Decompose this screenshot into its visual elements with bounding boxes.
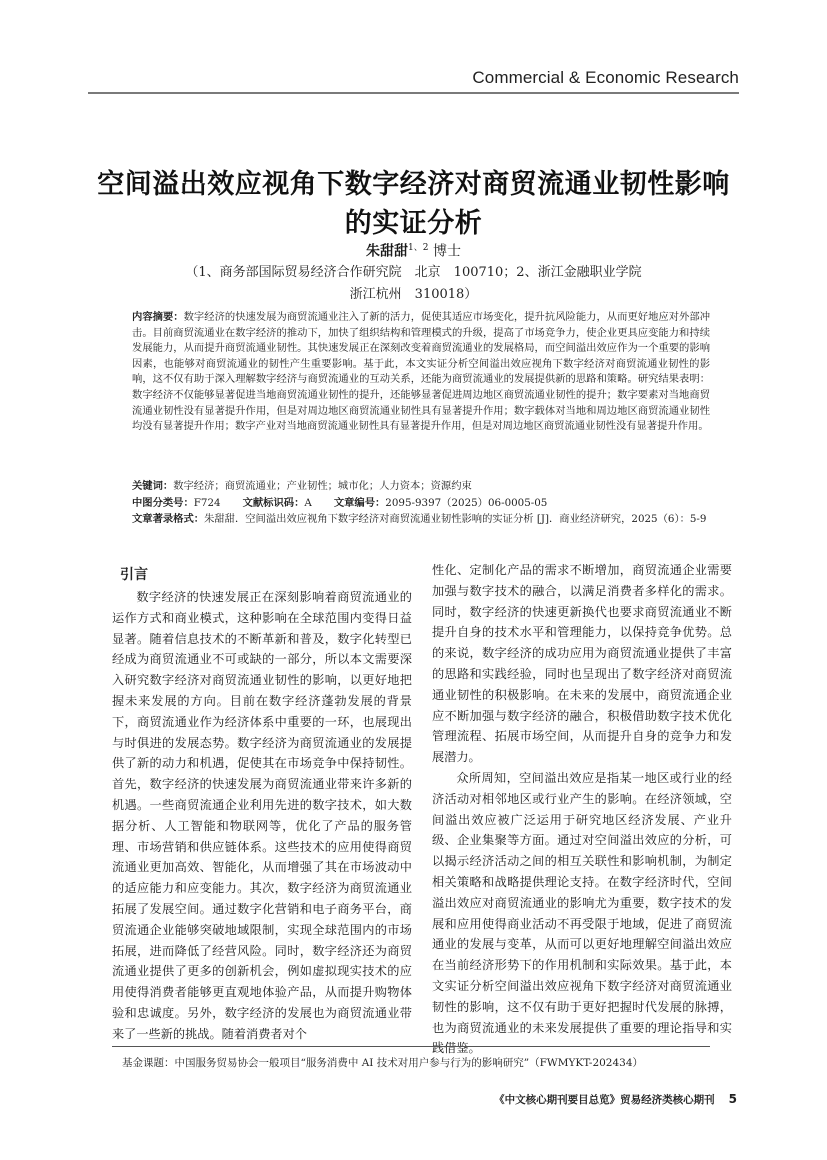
keywords-label: 关键词： xyxy=(132,480,174,492)
citation-text: 朱甜甜．空间溢出效应视角下数字经济对商贸流通业韧性影响的实证分析 [J]．商业经济研究，2025（6）：5-9 xyxy=(204,513,707,525)
keywords-row xyxy=(132,478,710,495)
abstract-text: 数字经济的快速发展为商贸流通业注入了新的活力，促使其适应市场变化，提升抗风险能力，从而更好地应对外部冲击。目前商贸流通业在数字经济的推动下，加快了组织结构和管理模式的升级，提高了市场竞争力，使企业更具应变能力和持续发展能力，从而提升商贸流通业韧性。其快速发展正在深刻改变着商贸流通业的发展格局，而空间溢出效应作为一个重要的影响因素，也能够对商贸流通业的韧性产生重要影响。基于此，本文实证分析空间溢出效应视角下数字经济对商贸流通业韧性的影响，这不仅有助于深入理解数字经济与商贸流通业的互动关系，还能为商贸流通业的发展提供新的思路和策略。研究结果表明：数字经济不仅能够显著促进当地商贸流通业韧性的提升，还能够显著促进周边地区商贸流通业韧性的提升；数字要素对当地商贸流通业韧性没有显著提升作用，但是对周边地区商贸流通业韧性具有显著提升作用；数字载体对当地和周边地区商贸流通业韧性均没有显著提升作用；数字产业对当地商贸流通业韧性具有显著提升作用，但是对周边地区商贸流通业韧性没有显著提升作用。 xyxy=(132,311,710,433)
author-name: 朱甜甜 xyxy=(366,243,409,260)
abstract xyxy=(132,310,710,435)
affiliation-line: 浙江杭州 310018） xyxy=(349,287,478,302)
citation-row xyxy=(132,511,710,528)
clc-value: F724 xyxy=(193,496,221,509)
journal-name: Commercial & Economic Research xyxy=(472,68,739,87)
keywords-text: 数字经济；商贸流通业；产业韧性；城市化；人力资本；资源约束 xyxy=(173,480,472,492)
clc-label: 中图分类号： xyxy=(132,496,194,509)
page-number: 5 xyxy=(728,1092,737,1106)
article-no-value: 2095-9397（2025）06-0005-05 xyxy=(385,496,548,509)
page-footer xyxy=(494,1092,737,1107)
article-meta xyxy=(132,478,710,528)
doc-code-label: 文献标识码： xyxy=(242,496,305,509)
body-column-right xyxy=(432,560,732,1059)
header-rule xyxy=(88,92,739,94)
classification-row xyxy=(132,495,710,512)
author-affiliation-marker: 1、2 xyxy=(408,243,429,253)
author-degree: 博士 xyxy=(432,243,461,260)
doc-code-value: A xyxy=(304,496,312,509)
funding-note: 基金课题：中国服务贸易协会一般项目“服务消费中 AI 技术对用户参与行为的影响研究”（FWMYKT-202434） xyxy=(122,1057,644,1069)
body-paragraph: 数字经济的快速发展正在深刻影响着商贸流通业的运作方式和商业模式，这种影响在全球范围内变得日益显著。随着信息技术的不断革新和普及，数字化转型已经成为商贸流通业不可或缺的一部分，所以本文需要深入研究数字经济对商贸流通业韧性的影响，以更好地把握未来发展的方向。目前在数字经济蓬勃发展的背景下，商贸流通业作为经济体系中重要的一环，也展现出与时俱进的发展态势。数字经济为商贸流通业的发展提供了新的动力和机遇，促使其在市场竞争中保持韧性。首先，数字经济的快速发展为商贸流通业带来许多新的机遇。一些商贸流通企业利用先进的数字技术，如大数据分析、人工智能和物联网等，优化了产品的服务管理、市场营销和供应链体系。这些技术的应用使得商贸流通业更加高效、智能化，从而增强了其在市场波动中的适应能力和应变能力。其次，数字经济为商贸流通业拓展了发展空间。通过数字化营销和电子商务平台，商贸流通企业能够突破地域限制，实现全球范围内的市场拓展，进而降低了经营风险。同时，数字经济还为商贸流通业提供了更多的创新机会，例如虚拟现实技术的应用使得消费者能够更直观地体验产品，从而提升购物体验和忠诚度。另外，数字经济的发展也为商贸流通业带来了一些新的挑战。随着消费者对个 xyxy=(112,590,412,1041)
article-no-label: 文章编号： xyxy=(333,496,386,509)
body-paragraph: 众所周知，空间溢出效应是指某一地区或行业的经济活动对相邻地区或行业产生的影响。在经济领域，空间溢出效应被广泛运用于研究地区经济发展、产业升级、企业集聚等方面。通过对空间溢出效应的分析，可以揭示经济活动之间的相互关联性和影响机制，为制定相关策略和战略提供理论支持。在数字经济时代，空间溢出效应对商贸流通业的影响尤为重要，数字技术的发展和应用使得商业活动不再受限于地域，促进了商贸流通业的发展与变革，从而可以更好地理解空间溢出效应在当前经济形势下的作用机制和实际效果。基于此，本文实证分析空间溢出效应视角下数字经济对商贸流通业韧性的影响，这不仅有助于更好把握时代发展的脉搏，也为商贸流通业的未来发展提供了重要的理论指导和实践借鉴。 xyxy=(432,770,732,1056)
body-paragraph-continued: 性化、定制化产品的需求不断增加，商贸流通企业需要加强与数字技术的融合，以满足消费者多样化的需求。同时，数字经济的快速更新换代也要求商贸流通业不断提升自身的技术水平和管理能力，以保持竞争优势。总的来说，数字经济的成功应用为商贸流通业提供了丰富的思路和实践经验，同时也呈现出了数字经济对商贸流通业韧性的积极影响。在未来的发展中，商贸流通企业应不断加强与数字经济的融合，积极借助数字技术优化管理流程、拓展市场空间，从而提升自身的竞争力和发展潜力。 xyxy=(432,563,732,765)
core-journal-note: 《中文核心期刊要目总览》贸易经济类核心期刊 xyxy=(494,1094,715,1106)
author-line xyxy=(0,240,827,261)
paper-title: 空间溢出效应视角下数字经济对商贸流通业韧性影响的实证分析 xyxy=(97,169,730,239)
footnote-rule xyxy=(112,1046,710,1047)
affiliation-line: （1、商务部国际贸易经济合作研究院 北京 100710；2、浙江金融职业学院 xyxy=(185,265,642,280)
body-column-left xyxy=(112,565,412,1045)
abstract-label: 内容摘要： xyxy=(132,311,184,323)
citation-label: 文章著录格式： xyxy=(132,513,205,525)
section-heading: 引言 xyxy=(120,567,148,583)
affiliations xyxy=(150,262,677,306)
